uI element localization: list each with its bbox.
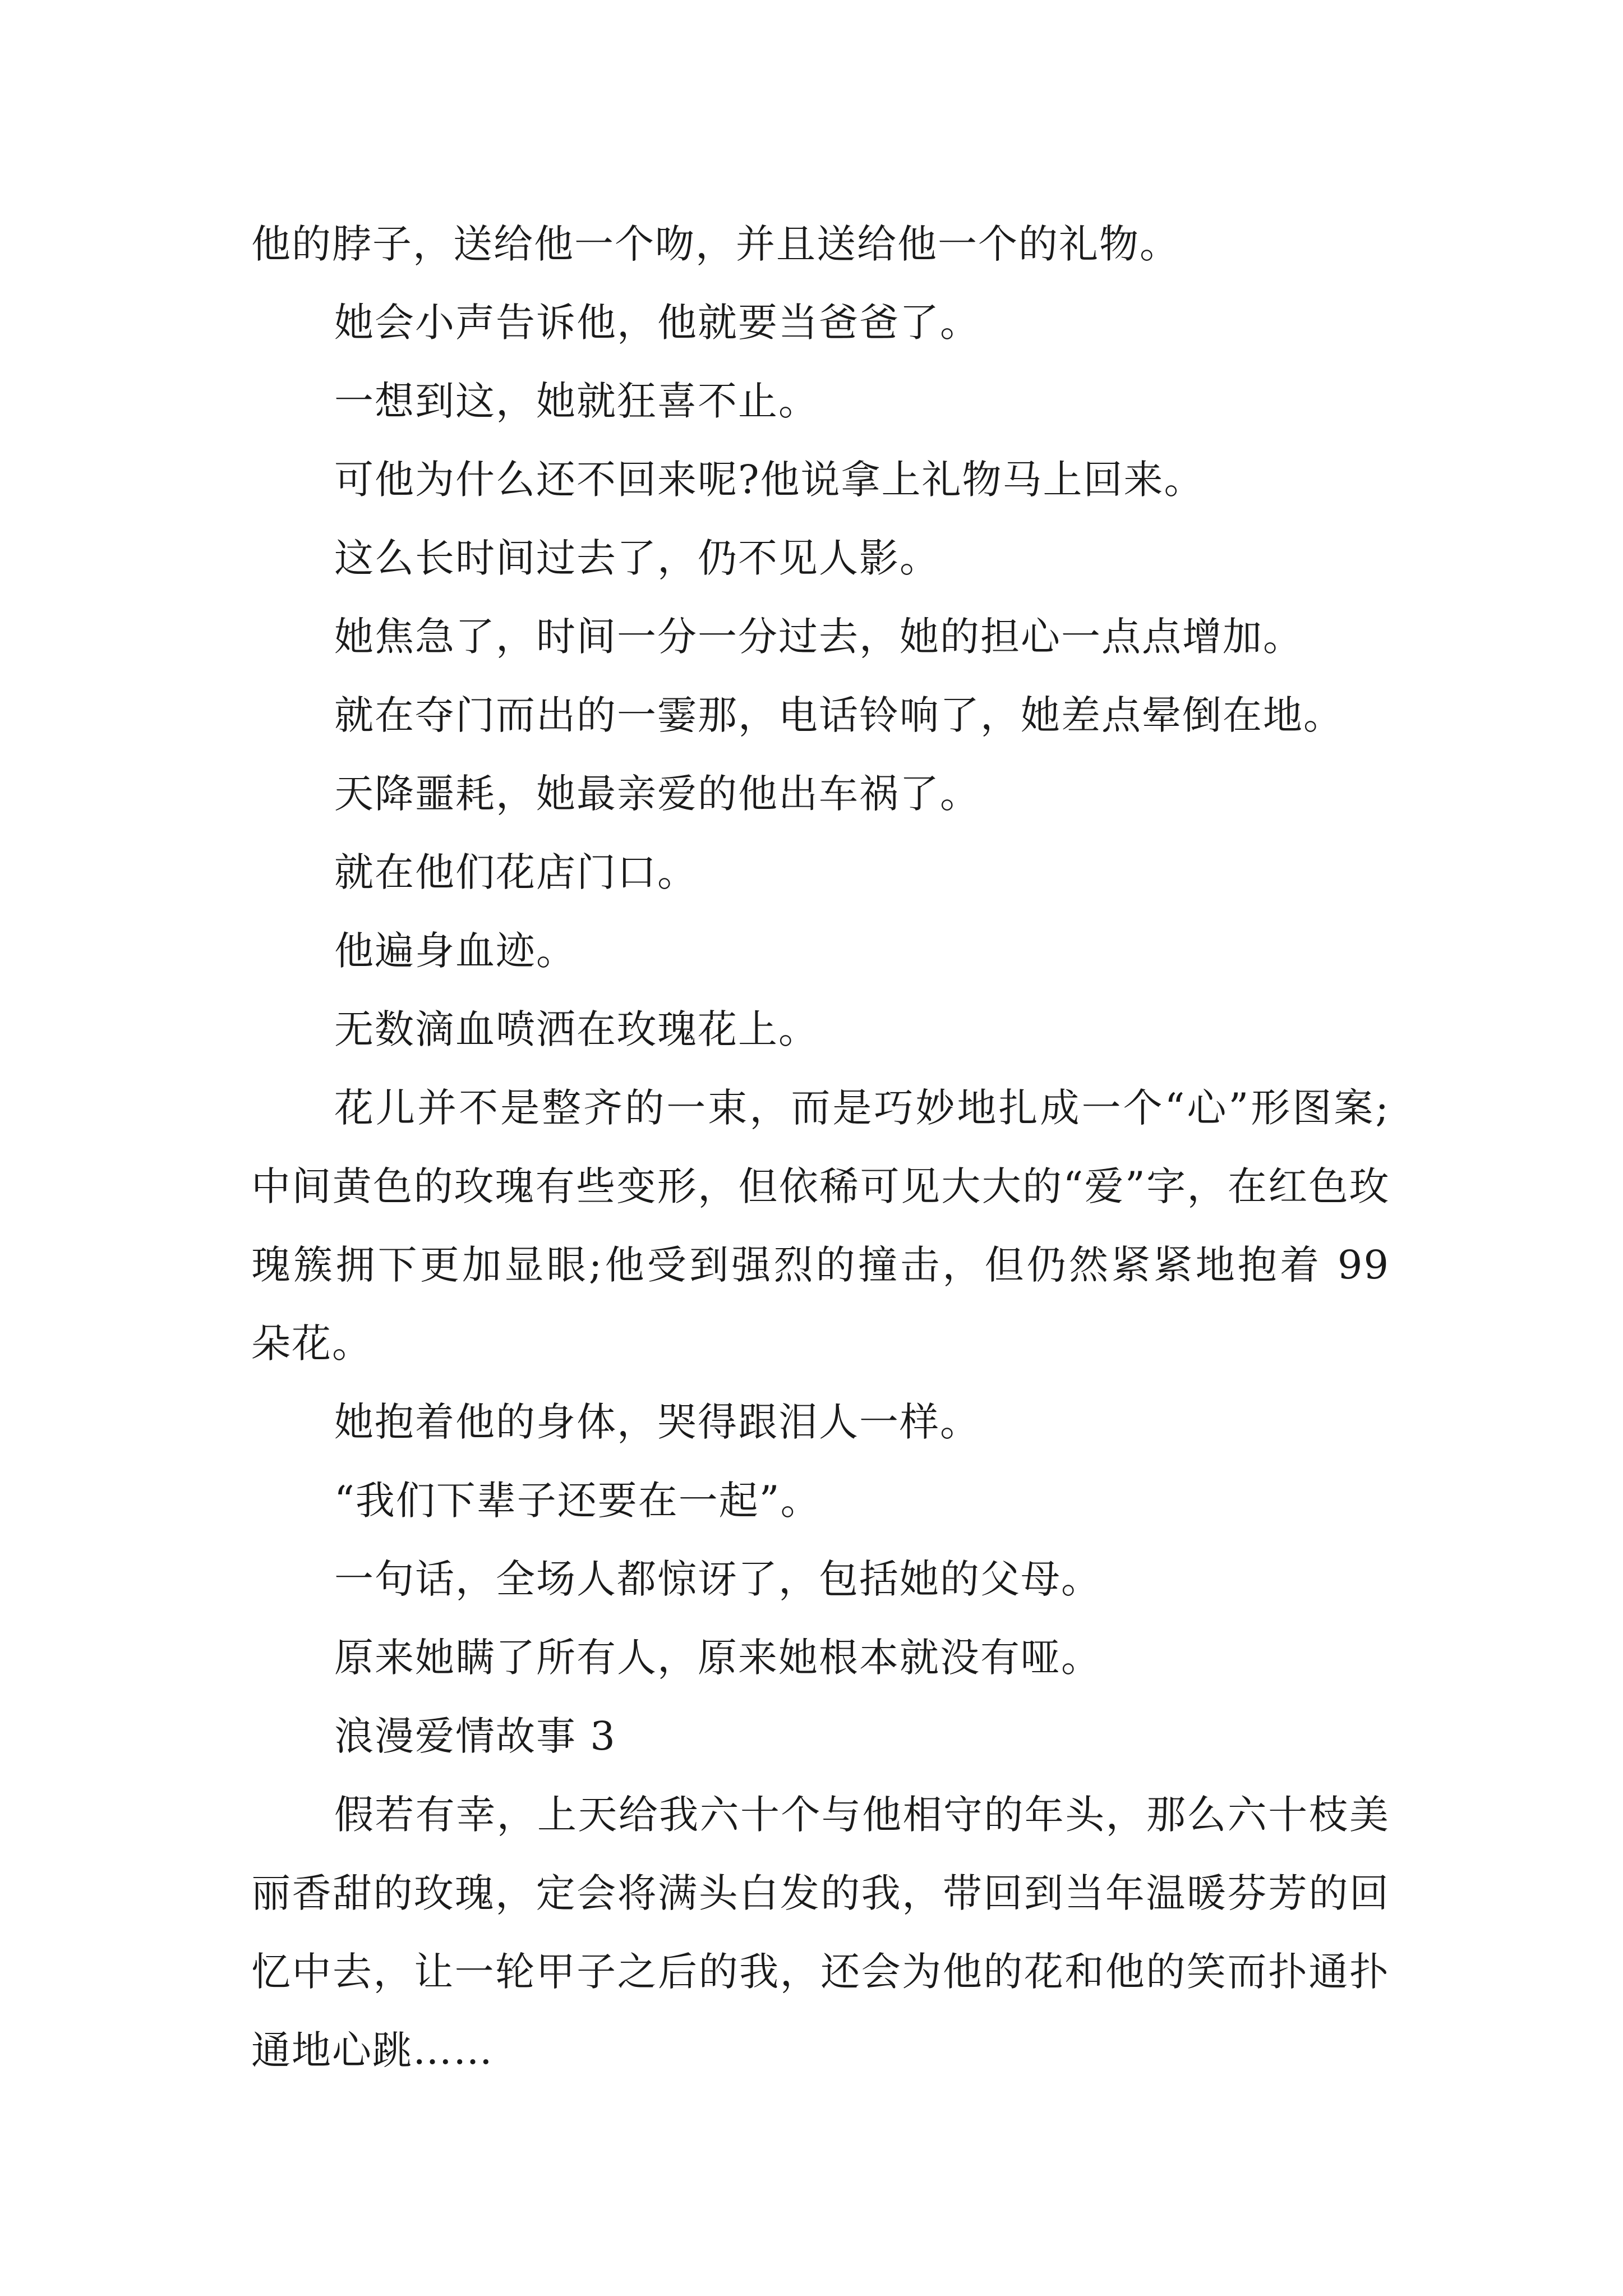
paragraph: 她焦急了，时间一分一分过去，她的担心一点点增加。 [334,614,1303,660]
paragraph: 她抱着他的身体，哭得跟泪人一样。 [334,1399,980,1445]
paragraph: 天降噩耗，她最亲爱的他出车祸了。 [334,771,980,817]
paragraph: 就在夺门而出的一霎那，电话铃响了，她差点晕倒在地。 [334,692,1344,738]
paragraph: 她会小声告诉他，他就要当爸爸了。 [334,300,980,346]
paragraph: “我们下辈子还要在一起”。 [334,1478,821,1524]
paragraph: 花儿并不是整齐的一束，而是巧妙地扎成一个“心”形图案;中间黄色的玫瑰有些变形，但依稀可见大大的“爱”字，在红色玫瑰簇拥下更加显眼;他受到强烈的撞击，但仍然紧紧地抱着 99 朵花。 [251,1085,1390,1366]
paragraph: 一句话，全场人都惊讶了，包括她的父母。 [334,1556,1101,1602]
paragraph: 他的脖子，送给他一个吻，并且送给他一个的礼物。 [251,221,1180,267]
paragraph: 一想到这，她就狂喜不止。 [334,378,819,424]
paragraph: 这么长时间过去了，仍不见人影。 [334,535,940,581]
paragraph: 可他为什么还不回来呢?他说拿上礼物马上回来。 [334,457,1205,503]
section-heading: 浪漫爱情故事 3 [334,1713,616,1759]
paragraph: 原来她瞒了所有人，原来她根本就没有哑。 [334,1635,1101,1681]
paragraph: 假若有幸，上天给我六十个与他相守的年头，那么六十枝美丽香甜的玫瑰，定会将满头白发的我，带回到当年温暖芬芳的回忆中去，让一轮甲子之后的我，还会为他的花和他的笑而扑通扑通地心跳…… [251,1792,1390,2073]
paragraph: 无数滴血喷洒在玫瑰花上。 [334,1006,819,1052]
paragraph: 他遍身血迹。 [334,928,577,974]
paragraph: 就在他们花店门口。 [334,849,698,895]
document-body [251,205,1390,2090]
